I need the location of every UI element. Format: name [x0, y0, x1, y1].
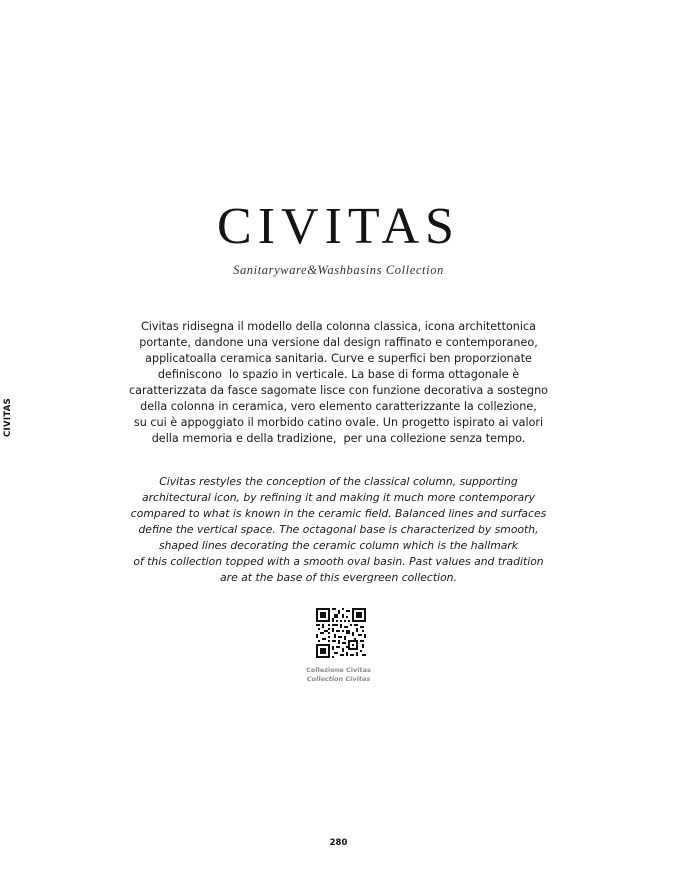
description-line: caratterizzata da fasce sagomate lisce con funzione decorativa a sostegno — [128, 384, 549, 397]
description-line: della colonna in ceramica, vero elemento caratterizzante la collezione, — [140, 400, 537, 413]
description-line: Civitas ridisegna il modello della colonna classica, icona architettonica — [140, 320, 537, 333]
qr-caption-english: Collection Civitas — [306, 675, 371, 683]
qr-code-icon[interactable] — [316, 608, 366, 658]
description-line: shaped lines decorating the ceramic column which is the hallmark — [158, 539, 519, 552]
qr-caption-italian: Collezione Civitas — [306, 666, 371, 674]
description-line: su cui è appoggiato il morbido catino ovale. Un progetto ispirato ai valori — [133, 416, 544, 429]
description-line: define the vertical space. The octagonal base is characterized by smooth, — [138, 523, 539, 536]
description-line: portante, dandone una versione dal design raffinato e contemporaneo, — [139, 336, 538, 349]
side-section-label: CIVITAS — [3, 397, 13, 437]
description-line: are at the base of this evergreen collection. — [220, 571, 457, 584]
page-number: 280 — [329, 838, 348, 848]
page-title: CIVITAS — [217, 198, 460, 255]
page-subtitle: Sanitaryware&Washbasins Collection — [233, 263, 444, 277]
description-line: of this collection topped with a smooth oval basin. Past values and tradition — [133, 555, 544, 568]
description-english — [110, 474, 567, 586]
description-line: della memoria e della tradizione, per una collezione senza tempo. — [151, 432, 526, 445]
description-line: definiscono lo spazio in verticale. La base di forma ottagonale è — [157, 368, 520, 381]
description-italian — [120, 319, 557, 447]
description-line: applicatoalla ceramica sanitaria. Curve e superfici ben proporzionate — [145, 352, 532, 365]
description-line: architectural icon, by refining it and making it much more contemporary — [141, 491, 536, 504]
description-line: compared to what is known in the ceramic field. Balanced lines and surfaces — [130, 507, 547, 520]
description-line: Civitas restyles the conception of the classical column, supporting — [159, 475, 518, 488]
